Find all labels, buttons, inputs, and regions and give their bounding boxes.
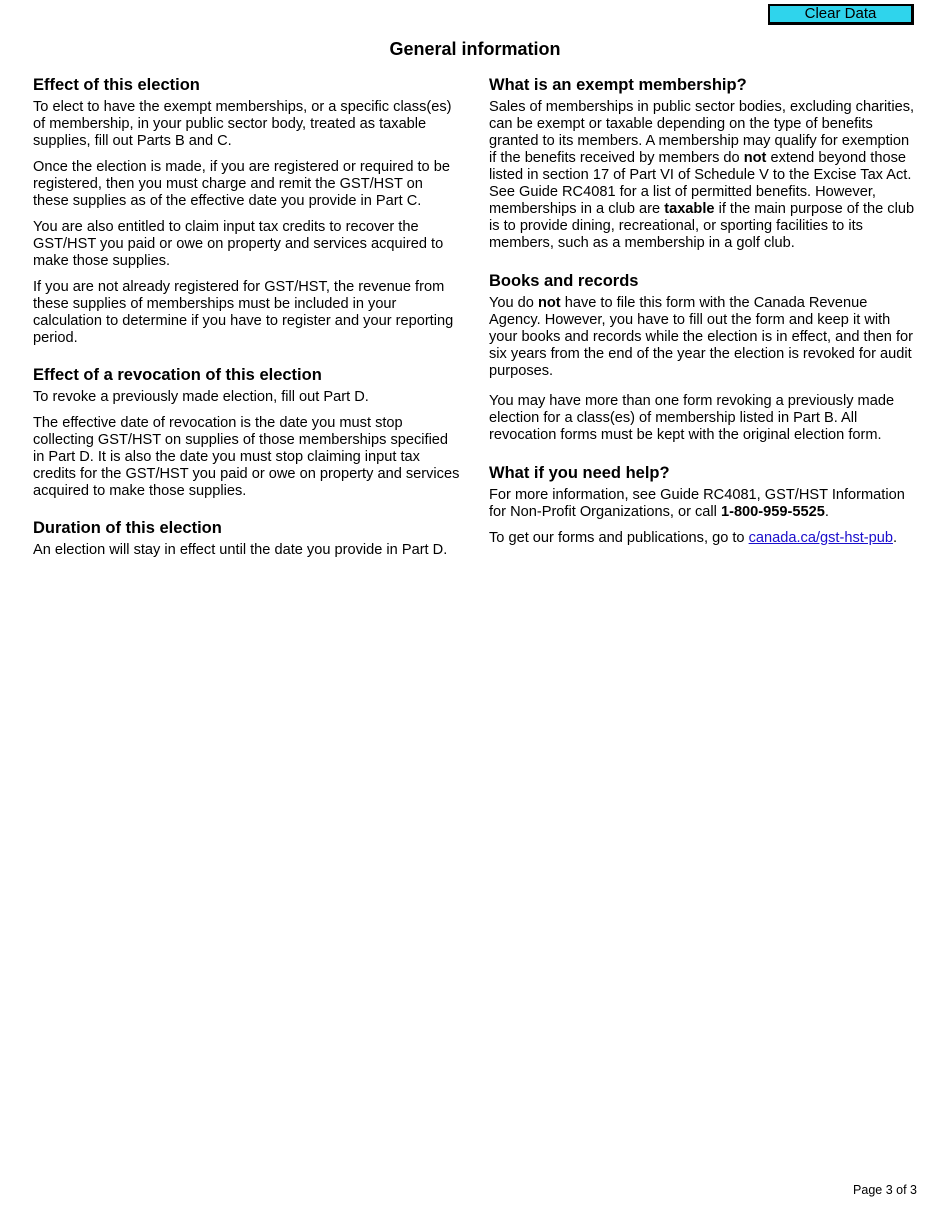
paragraph: To revoke a previously made election, fill out Part D. — [33, 389, 369, 405]
left-column — [33, 75, 461, 577]
paragraph: To get our forms and publications, go to canada.ca/gst-hst-pub. — [489, 530, 898, 546]
page-number: Page 3 of 3 — [853, 1183, 917, 1197]
paragraph: To elect to have the exempt memberships, or a specific class(es) of membership, in your public sector body, treated as taxable supplies, fill out Parts B and C. — [33, 99, 452, 149]
paragraph: An election will stay in effect until the date you provide in Part D. — [33, 542, 448, 558]
right-column — [489, 75, 919, 566]
section-help — [489, 463, 919, 547]
heading-revocation: Effect of a revocation of this election — [33, 366, 322, 384]
phone-number: 1-800-959-5525 — [720, 504, 825, 520]
paragraph: If you are not already registered for GST/HST, the revenue from these supplies of memberships must be included in your calculation to determine if you have to register and your reporting period. — [33, 279, 454, 346]
section-exempt-membership — [489, 75, 919, 252]
heading-duration: Duration of this election — [33, 519, 222, 537]
heading-effect-of-election: Effect of this election — [33, 76, 200, 94]
paragraph: For more information, see Guide RC4081, GST/HST Information for Non-Profit Organizations, or call 1-800-959-5525. — [489, 487, 905, 520]
gst-hst-pub-link[interactable]: canada.ca/gst-hst-pub — [748, 530, 894, 546]
paragraph: Sales of memberships in public sector bodies, excluding charities, can be exempt or taxable depending on the type of benefits granted to its members. A membership may qualify for exemption if the benefits received by members do not extend beyond those listed in section 17 of Part VI of Schedule V to the Excise Tax Act. See Guide RC4081 for a list of permitted benefits. However, memberships in a club are taxable if the main purpose of the club is to provide dining, recreational, or sporting facilities to its members, such as a membership in a golf club. — [489, 99, 915, 251]
section-books-records — [489, 271, 919, 444]
paragraph: Once the election is made, if you are registered or required to be registered, then you must charge and remit the GST/HST on these supplies as of the effective date you provide in Part C. — [33, 159, 450, 209]
paragraph: The effective date of revocation is the date you must stop collecting GST/HST on supplies of those memberships specified in Part D. It is also the date you must stop claiming input tax credits for the GST/HST you paid or owe on property and services acquired to make those supplies. — [33, 415, 460, 499]
paragraph: You may have more than one form revoking a previously made election for a class(es) of membership listed in Part B. All revocation forms must be kept with the original election form. — [489, 393, 895, 443]
paragraph: You do not have to file this form with the Canada Revenue Agency. However, you have to fill out the form and keep it with your books and records while the election is in effect, and then for six years from the end of the year the election is revoked for audit purposes. — [489, 295, 914, 379]
heading-exempt-membership: What is an exempt membership? — [489, 76, 747, 94]
heading-help: What if you need help? — [489, 464, 670, 482]
heading-books-records: Books and records — [489, 272, 639, 290]
paragraph: You are also entitled to claim input tax credits to recover the GST/HST you paid or owe on property and services acquired to make those supplies. — [33, 219, 444, 269]
section-duration — [33, 518, 461, 559]
page-title: General information — [389, 39, 561, 59]
clear-data-button[interactable]: Clear Data — [768, 4, 914, 25]
section-effect-of-election — [33, 75, 461, 347]
section-revocation — [33, 365, 461, 500]
